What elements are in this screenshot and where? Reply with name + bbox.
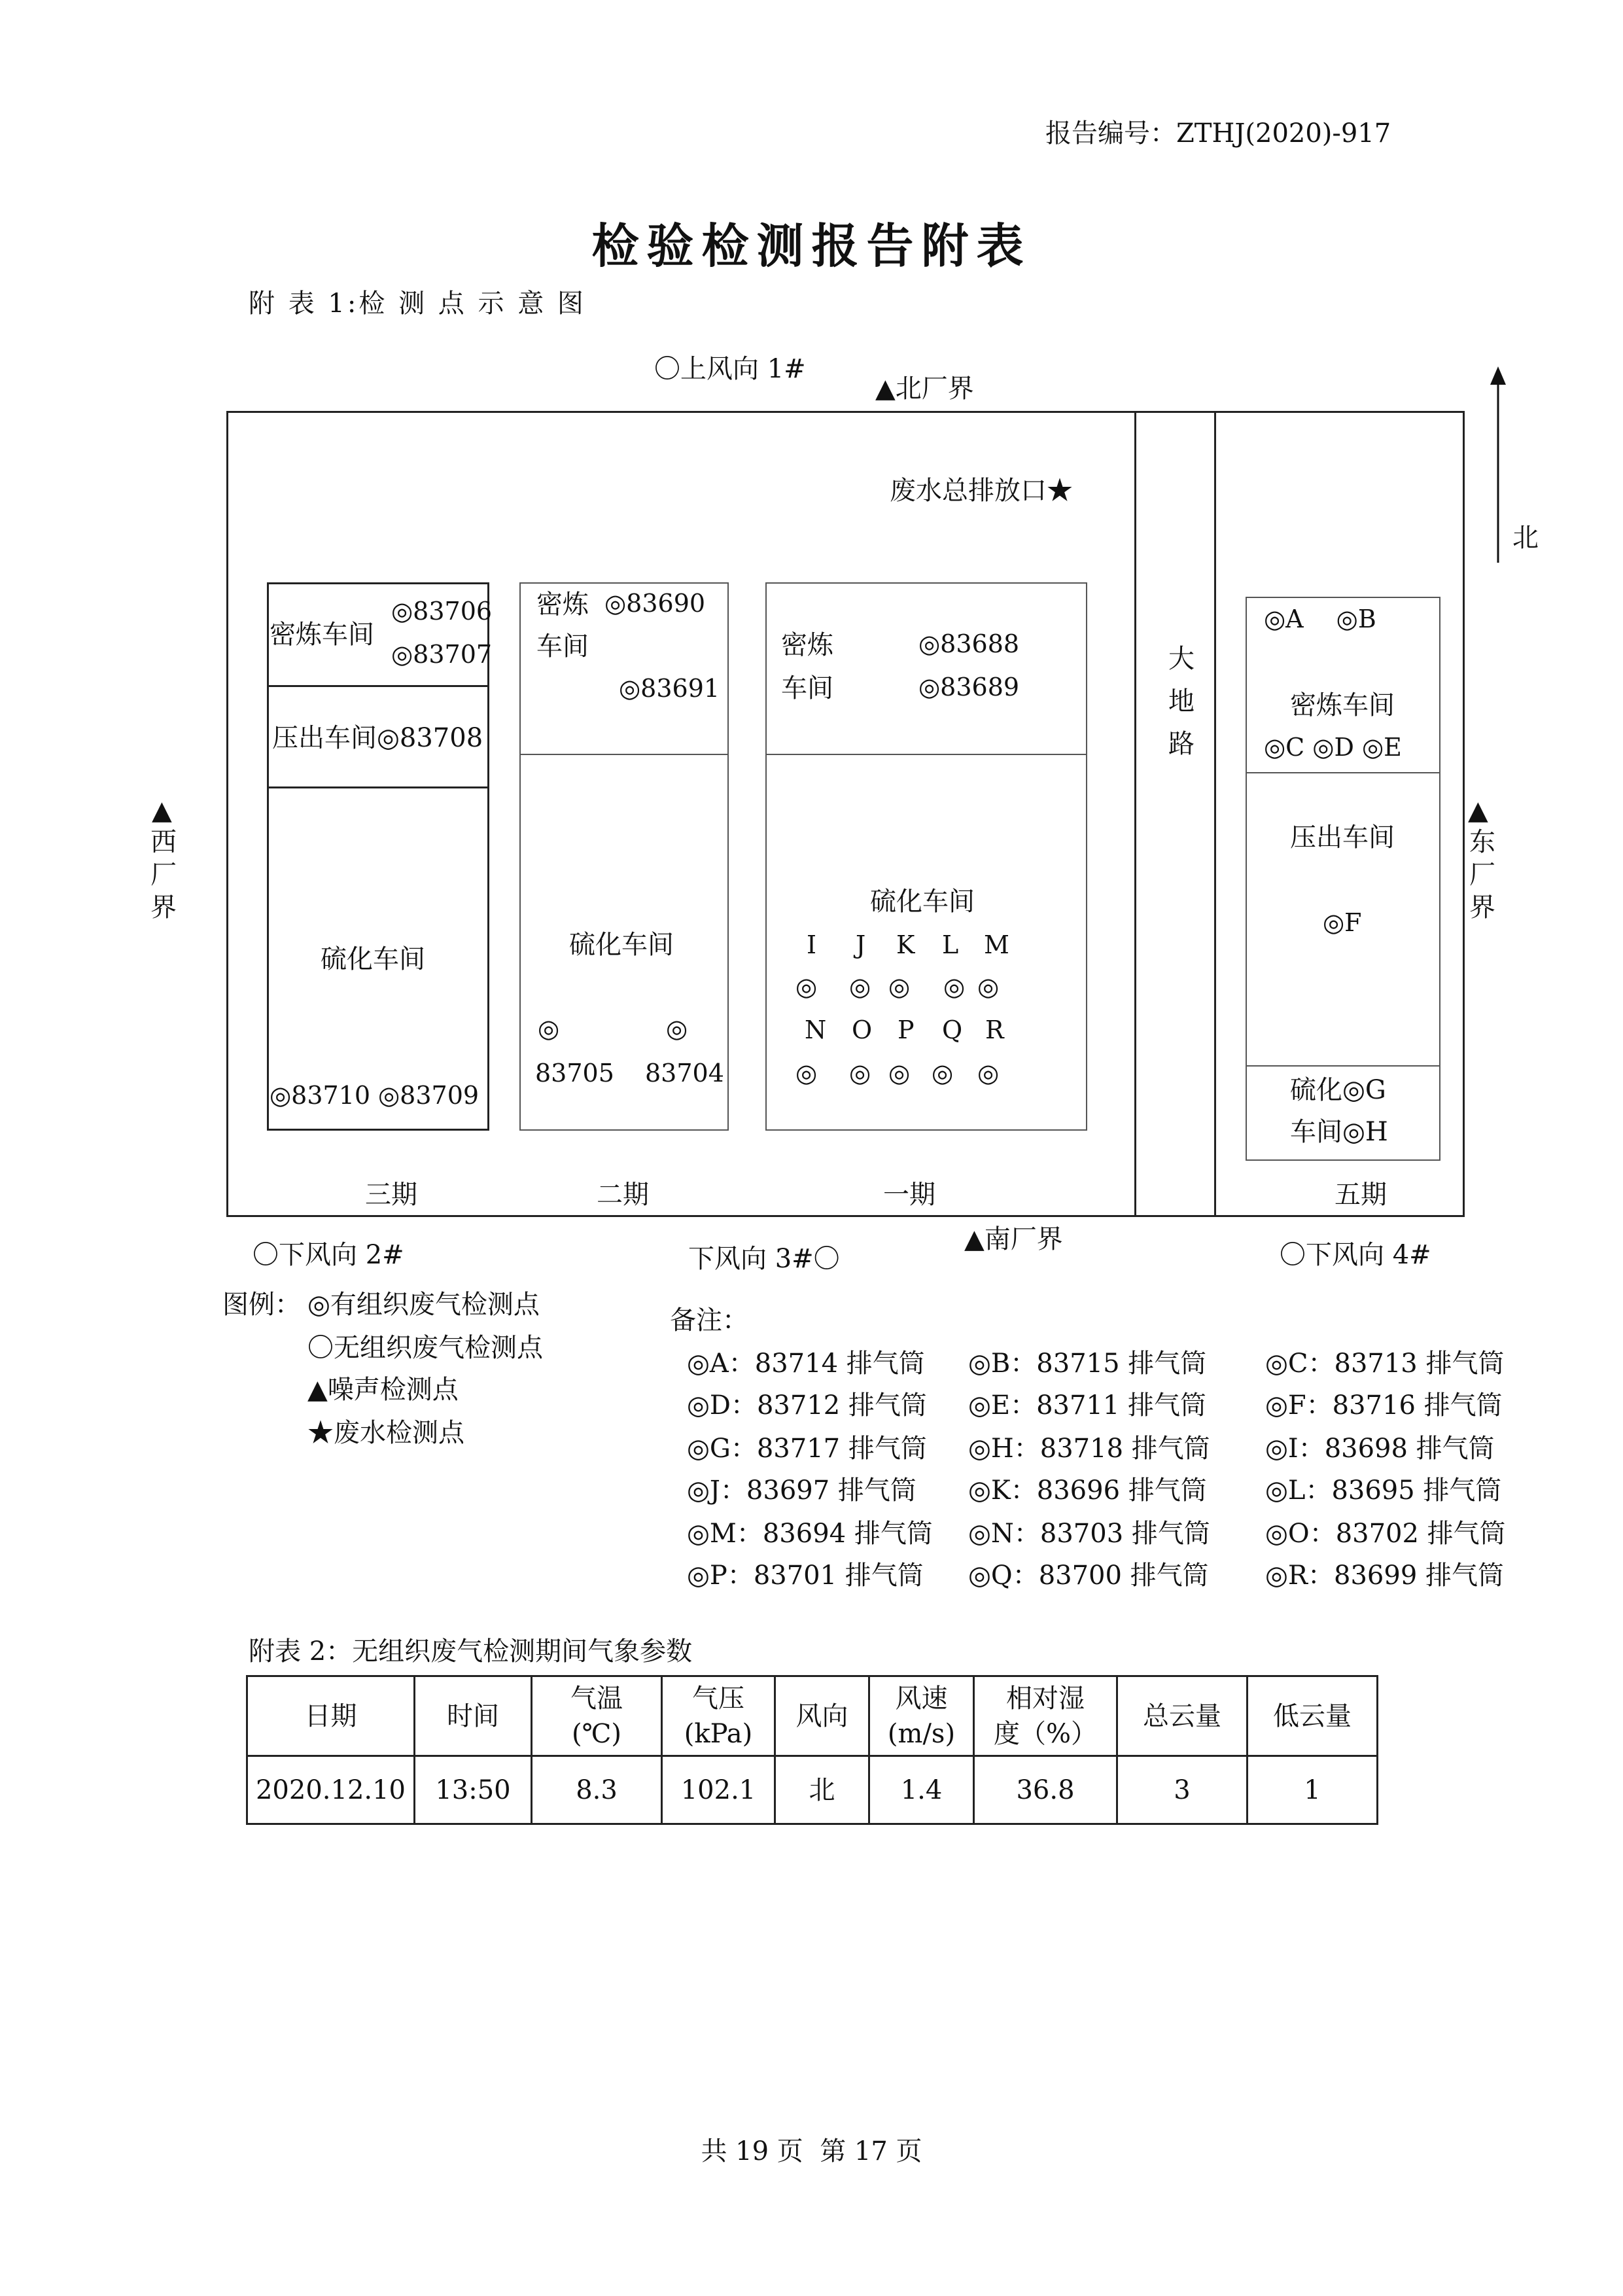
phase1-building — [765, 582, 1087, 1131]
phase2-point-83704: 83704 — [645, 1059, 724, 1087]
phase5-vulcan-label-g: 硫化◎G — [1290, 1075, 1386, 1105]
cell-pressure: 102.1 — [662, 1756, 775, 1824]
table2-caption: 附表 2：无组织废气检测期间气象参数 — [249, 1636, 693, 1667]
phase1-point-o: ◎ — [849, 1059, 871, 1087]
cell-humidity: 36.8 — [974, 1756, 1117, 1824]
east-boundary-label: 东厂界 — [1469, 827, 1495, 923]
wastewater-outlet-label: 废水总排放口★ — [890, 476, 1073, 506]
phase1-mixing-label-2: 车间 — [781, 673, 833, 703]
phase3-point-83710: ◎83710 — [270, 1081, 371, 1110]
phase5-points-cde: ◎C ◎D ◎E — [1264, 733, 1402, 762]
weather-table — [246, 1675, 1378, 1825]
phase2-point-symbol-b: ◎ — [666, 1014, 688, 1043]
phase1-letter-p: P — [898, 1016, 915, 1044]
note-item: ◎L：83695 排气筒 — [1265, 1475, 1502, 1506]
phase1-point-n: ◎ — [795, 1059, 818, 1087]
north-label: 北 — [1512, 523, 1539, 553]
phase1-letter-j: J — [856, 930, 866, 959]
phase3-point-83707: ◎83707 — [391, 640, 493, 669]
note-item: ◎Q：83700 排气筒 — [968, 1561, 1209, 1591]
legend-item-noise: ▲噪声检测点 — [307, 1375, 459, 1405]
road-label: 大地路 — [1168, 644, 1195, 759]
phase1-letter-q: Q — [942, 1016, 963, 1044]
header-wind-speed: 风速 (m/s) — [869, 1676, 974, 1756]
phase2-point-83691: ◎83691 — [619, 674, 720, 703]
page-footer: 共 19 页 第 17 页 — [701, 2136, 922, 2166]
phase3-divider-1 — [267, 685, 489, 687]
downwind-point-4: 〇下风向 4# — [1280, 1240, 1431, 1270]
report-number: 报告编号：ZTHJ(2020)-917 — [1045, 118, 1391, 149]
phase1-letter-r: R — [985, 1016, 1004, 1044]
note-item: ◎E：83711 排气筒 — [968, 1390, 1207, 1421]
phase5-points-ab: ◎A ◎B — [1264, 605, 1376, 633]
phase3-label: 三期 — [365, 1180, 417, 1210]
legend-item-organized: ◎有组织废气检测点 — [307, 1290, 540, 1320]
phase3-mixing-label: 密炼车间 — [270, 620, 374, 650]
phase3-vulcan-label: 硫化车间 — [321, 944, 425, 974]
north-boundary-label: ▲北厂界 — [875, 374, 974, 404]
header-total-cloud: 总云量 — [1117, 1676, 1248, 1756]
phase1-point-83688: ◎83688 — [918, 629, 1020, 658]
phase2-divider — [519, 754, 729, 755]
cell-wind-direction: 北 — [775, 1756, 869, 1824]
phase1-letter-l: L — [942, 930, 959, 959]
phase1-point-p: ◎ — [888, 1059, 911, 1087]
table-row — [247, 1756, 1378, 1824]
downwind-point-3: 下风向 3#〇 — [688, 1244, 840, 1274]
page-title: 检验检测报告附表 — [591, 218, 1032, 274]
legend-title: 图例： — [222, 1290, 301, 1320]
cell-time: 13:50 — [415, 1756, 532, 1824]
note-item: ◎M：83694 排气筒 — [687, 1519, 933, 1549]
phase3-divider-2 — [267, 786, 489, 788]
phase1-label: 一期 — [883, 1180, 935, 1210]
note-item: ◎P：83701 排气筒 — [687, 1561, 924, 1591]
header-date: 日期 — [247, 1676, 415, 1756]
phase2-building — [519, 582, 729, 1131]
header-temperature: 气温 (℃) — [532, 1676, 662, 1756]
phase2-mixing-label-2: 车间 — [536, 631, 589, 662]
note-item: ◎C：83713 排气筒 — [1265, 1349, 1505, 1379]
phase5-divider-1 — [1246, 772, 1440, 773]
phase1-point-m: ◎ — [977, 972, 1000, 1001]
legend-item-wastewater: ★废水检测点 — [307, 1418, 464, 1448]
cell-low-cloud: 1 — [1248, 1756, 1378, 1824]
note-item: ◎J：83697 排气筒 — [687, 1475, 916, 1506]
phase1-point-k: ◎ — [888, 972, 911, 1001]
phase1-point-q: ◎ — [932, 1059, 954, 1087]
phase1-mixing-label-1: 密炼 — [781, 630, 833, 660]
cell-date: 2020.12.10 — [247, 1756, 415, 1824]
phase5-divider-2 — [1246, 1065, 1440, 1067]
west-boundary-icon: ▲ — [152, 796, 172, 826]
notes-title: 备注： — [670, 1305, 748, 1335]
note-item: ◎F：83716 排气筒 — [1265, 1390, 1503, 1421]
road-edge-west — [1134, 411, 1136, 1217]
note-item: ◎I：83698 排气筒 — [1265, 1434, 1495, 1464]
south-boundary-label: ▲南厂界 — [964, 1224, 1063, 1254]
west-boundary-label: 西厂界 — [150, 827, 177, 923]
phase1-letter-n: N — [805, 1016, 827, 1044]
table1-caption: 附 表 1:检 测 点 示 意 图 — [249, 289, 586, 319]
note-item: ◎R：83699 排气筒 — [1265, 1561, 1504, 1591]
cell-total-cloud: 3 — [1117, 1756, 1248, 1824]
phase2-vulcan-label: 硫化车间 — [569, 930, 674, 960]
phase2-mixing-label-1: 密炼 — [536, 590, 589, 620]
note-item: ◎B：83715 排气筒 — [968, 1349, 1207, 1379]
phase3-extrusion-label: 压出车间◎83708 — [272, 723, 483, 753]
phase2-label: 二期 — [597, 1180, 649, 1210]
phase2-point-symbol-a: ◎ — [538, 1014, 560, 1043]
phase5-mixing-label: 密炼车间 — [1290, 690, 1395, 720]
phase5-vulcan-label-h: 车间◎H — [1290, 1117, 1388, 1147]
phase1-point-l: ◎ — [943, 972, 966, 1001]
cell-temperature: 8.3 — [532, 1756, 662, 1824]
phase1-point-r: ◎ — [977, 1059, 1000, 1087]
note-item: ◎N：83703 排气筒 — [968, 1519, 1210, 1549]
cell-wind-speed: 1.4 — [869, 1756, 974, 1824]
phase1-divider — [765, 754, 1087, 755]
header-time: 时间 — [415, 1676, 532, 1756]
table-header-row — [247, 1676, 1378, 1756]
phase1-letter-m: M — [984, 930, 1009, 959]
phase1-point-i: ◎ — [795, 972, 818, 1001]
phase2-point-83690: ◎83690 — [604, 589, 706, 618]
header-humidity: 相对湿 度（%） — [974, 1676, 1117, 1756]
phase1-point-j: ◎ — [849, 972, 871, 1001]
header-wind-direction: 风向 — [775, 1676, 869, 1756]
road-edge-east — [1214, 411, 1216, 1217]
phase2-point-83705: 83705 — [535, 1059, 614, 1087]
note-item: ◎O：83702 排气筒 — [1265, 1519, 1506, 1549]
note-item: ◎D：83712 排气筒 — [687, 1390, 927, 1421]
phase1-letter-k: K — [896, 930, 915, 959]
note-item: ◎A：83714 排气筒 — [687, 1349, 925, 1379]
header-low-cloud: 低云量 — [1248, 1676, 1378, 1756]
phase5-point-f: ◎F — [1323, 908, 1362, 937]
phase5-label: 五期 — [1335, 1180, 1387, 1210]
phase5-extrusion-label: 压出车间 — [1290, 822, 1395, 853]
note-item: ◎H：83718 排气筒 — [968, 1434, 1210, 1464]
phase1-letter-o: O — [852, 1016, 873, 1044]
east-boundary-icon: ▲ — [1468, 796, 1488, 826]
phase1-vulcan-label: 硫化车间 — [870, 887, 975, 917]
legend-item-unorganized: 〇无组织废气检测点 — [307, 1333, 543, 1363]
note-item: ◎G：83717 排气筒 — [687, 1434, 927, 1464]
note-item: ◎K：83696 排气筒 — [968, 1475, 1207, 1506]
phase1-point-83689: ◎83689 — [918, 673, 1020, 701]
downwind-point-2: 〇下风向 2# — [253, 1240, 404, 1270]
phase3-point-83706: ◎83706 — [391, 597, 493, 626]
upwind-point-1: 〇上风向 1# — [654, 354, 806, 384]
phase3-point-83709: ◎83709 — [378, 1081, 480, 1110]
header-pressure: 气压 (kPa) — [662, 1676, 775, 1756]
phase1-letter-i: I — [807, 930, 817, 959]
